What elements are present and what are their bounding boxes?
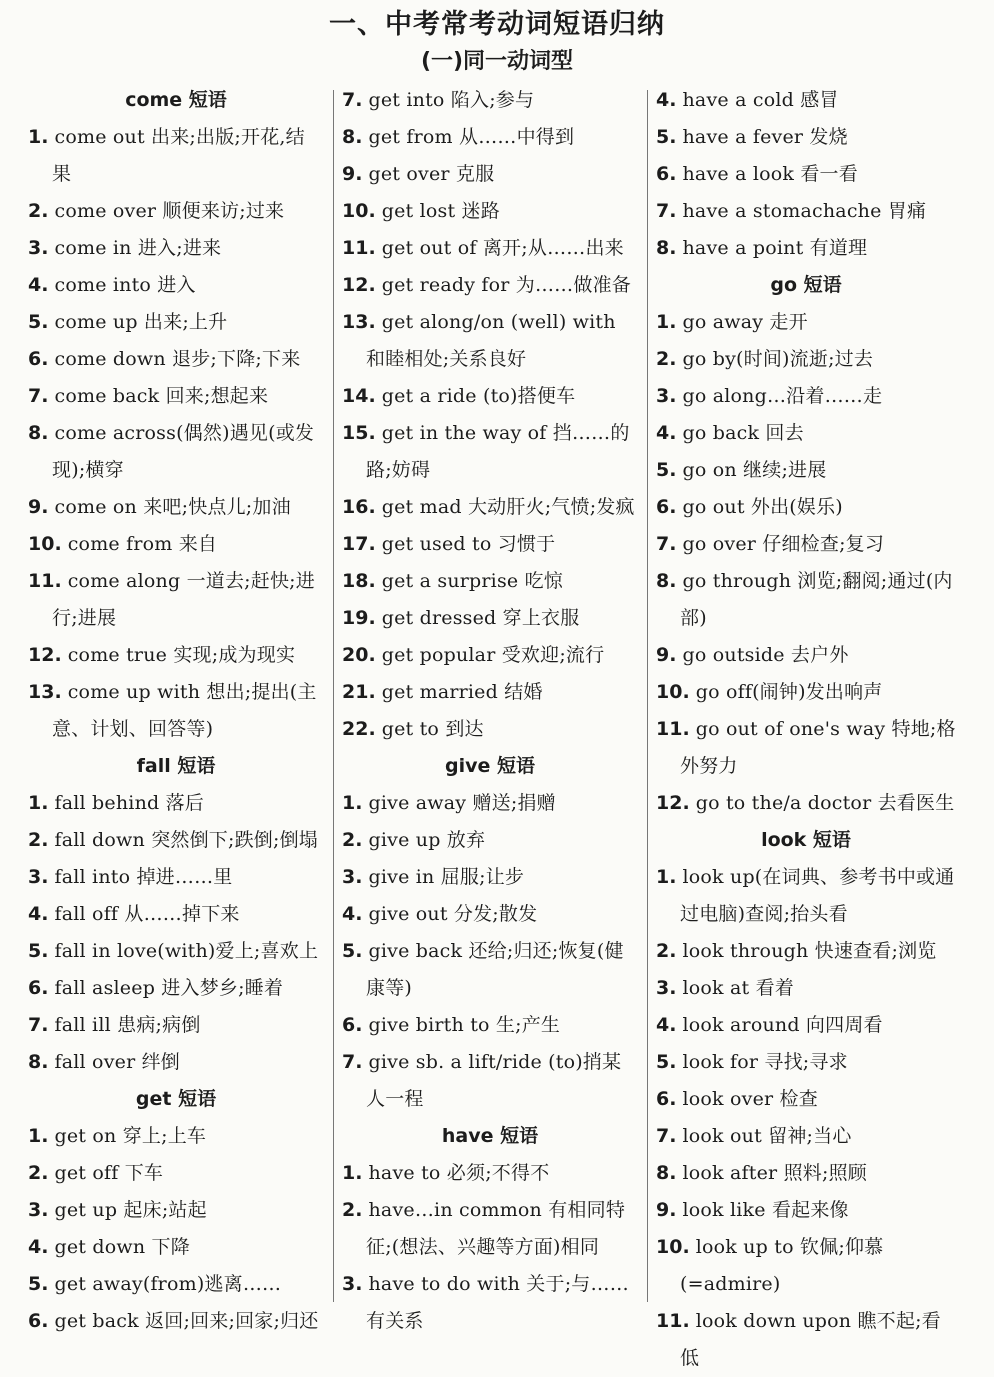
- entry-number: 2.: [342, 1199, 363, 1221]
- entry-number: 12.: [28, 644, 62, 666]
- entry-number: 2.: [28, 1162, 49, 1184]
- entry-text: go outside 去户外: [682, 644, 849, 666]
- entry-number: 1.: [342, 792, 363, 814]
- phrase-entry: [656, 378, 956, 415]
- entry-number: 5.: [28, 311, 49, 333]
- phrase-entry: [656, 859, 956, 933]
- entry-number: 11.: [656, 1310, 690, 1332]
- column-divider: [333, 90, 334, 1302]
- phrase-entry: [656, 304, 956, 341]
- entry-number: 7.: [28, 385, 49, 407]
- entry-number: 21.: [342, 681, 376, 703]
- entry-text: fall into 掉进……里: [54, 866, 233, 888]
- entry-text: give up 放弃: [368, 829, 486, 851]
- phrase-entry: [342, 526, 638, 563]
- entry-text: look over 检查: [682, 1088, 818, 1110]
- entry-number: 16.: [342, 496, 376, 518]
- entry-number: 18.: [342, 570, 376, 592]
- entry-text: fall behind 落后: [54, 792, 205, 814]
- entry-number: 11.: [342, 237, 376, 259]
- entry-number: 8.: [342, 126, 363, 148]
- phrase-entry: [656, 1192, 956, 1229]
- phrase-entry: [342, 600, 638, 637]
- entry-text: fall off 从……掉下来: [54, 903, 240, 925]
- phrase-entry: [656, 156, 956, 193]
- entry-number: 15.: [342, 422, 376, 444]
- entry-number: 13.: [342, 311, 376, 333]
- phrase-entry: [342, 119, 638, 156]
- entry-number: 1.: [656, 866, 677, 888]
- section-heading: get 短语: [135, 1088, 217, 1110]
- phrase-entry: [342, 785, 638, 822]
- entry-text: come up with 想出;提出(主意、计划、回答等): [52, 681, 317, 740]
- entry-number: 7.: [28, 1014, 49, 1036]
- entry-text: come over 顺便来访;过来: [54, 200, 285, 222]
- entry-text: fall asleep 进入梦乡;睡着: [54, 977, 284, 999]
- entry-number: 14.: [342, 385, 376, 407]
- phrase-entry: [28, 230, 324, 267]
- entry-number: 8.: [656, 1162, 677, 1184]
- entry-text: give out 分发;散发: [368, 903, 538, 925]
- phrase-entry: [342, 1192, 638, 1266]
- entry-number: 2.: [656, 348, 677, 370]
- entry-number: 4.: [28, 903, 49, 925]
- phrase-entry: [342, 1155, 638, 1192]
- entry-text: get along/on (well) with 和睦相处;关系良好: [366, 311, 616, 370]
- phrase-entry: [28, 1007, 324, 1044]
- entry-number: 4.: [342, 903, 363, 925]
- entry-number: 6.: [28, 977, 49, 999]
- entry-number: 3.: [342, 866, 363, 888]
- entry-text: have a look 看一看: [682, 163, 858, 185]
- entry-text: come into 进入: [54, 274, 196, 296]
- phrase-entry: [342, 563, 638, 600]
- phrase-entry: [28, 489, 324, 526]
- entry-text: look like 看起来像: [682, 1199, 849, 1221]
- entry-text: fall down 突然倒下;跌倒;倒塌: [54, 829, 318, 851]
- phrase-entry: [656, 341, 956, 378]
- entry-text: go back 回去: [682, 422, 804, 444]
- entry-text: get dressed 穿上衣服: [381, 607, 580, 629]
- phrase-entry: [28, 637, 324, 674]
- entry-text: look up to 钦佩;仰慕(=admire): [680, 1236, 884, 1295]
- entry-number: 3.: [28, 1199, 49, 1221]
- phrase-entry: [28, 785, 324, 822]
- phrase-entry: [656, 415, 956, 452]
- phrase-entry: [28, 341, 324, 378]
- entry-text: come down 退步;下降;下来: [54, 348, 301, 370]
- entry-text: look after 照料;照顾: [682, 1162, 867, 1184]
- entry-text: come across(偶然)遇见(或发现);横穿: [52, 422, 315, 481]
- entry-number: 19.: [342, 607, 376, 629]
- entry-text: get lost 迷路: [381, 200, 500, 222]
- entry-number: 9.: [342, 163, 363, 185]
- entry-text: get up 起床;站起: [54, 1199, 207, 1221]
- entry-text: go by(时间)流逝;过去: [682, 348, 874, 370]
- entry-text: get ready for 为……做准备: [381, 274, 631, 296]
- column-2: [342, 82, 638, 1340]
- entry-text: get married 结婚: [381, 681, 543, 703]
- entry-number: 11.: [656, 718, 690, 740]
- entry-number: 6.: [656, 1088, 677, 1110]
- entry-number: 10.: [656, 1236, 690, 1258]
- entry-number: 6.: [28, 348, 49, 370]
- entry-number: 2.: [28, 829, 49, 851]
- entry-number: 4.: [28, 274, 49, 296]
- phrase-entry: [656, 526, 956, 563]
- phrase-entry: [28, 822, 324, 859]
- entry-number: 5.: [656, 1051, 677, 1073]
- section-heading: look 短语: [761, 829, 851, 851]
- entry-number: 8.: [656, 237, 677, 259]
- phrase-entry: [28, 304, 324, 341]
- entry-text: get a surprise 吃惊: [381, 570, 563, 592]
- entry-text: give away 赠送;捐赠: [368, 792, 556, 814]
- column-divider: [647, 90, 648, 1302]
- entry-number: 2.: [656, 940, 677, 962]
- phrase-entry: [342, 156, 638, 193]
- entry-text: get over 克服: [368, 163, 495, 185]
- entry-number: 6.: [28, 1310, 49, 1332]
- phrase-entry: [28, 1192, 324, 1229]
- entry-text: get down 下降: [54, 1236, 190, 1258]
- phrase-entry: [342, 1266, 638, 1340]
- entry-number: 20.: [342, 644, 376, 666]
- phrase-entry: [656, 452, 956, 489]
- entry-text: fall in love(with)爱上;喜欢上: [54, 940, 319, 962]
- entry-number: 3.: [28, 237, 49, 259]
- entry-text: come true 实现;成为现实: [67, 644, 296, 666]
- entry-number: 5.: [656, 459, 677, 481]
- entry-number: 4.: [656, 1014, 677, 1036]
- entry-text: look for 寻找;寻求: [682, 1051, 848, 1073]
- entry-text: come up 出来;上升: [54, 311, 228, 333]
- phrase-entry: [28, 119, 324, 193]
- entry-text: get on 穿上;上车: [54, 1125, 207, 1147]
- entry-text: get a ride (to)搭便车: [381, 385, 576, 407]
- entry-text: look out 留神;当心: [682, 1125, 852, 1147]
- entry-number: 1.: [28, 126, 49, 148]
- entry-text: get to 到达: [381, 718, 484, 740]
- entry-number: 17.: [342, 533, 376, 555]
- section-heading: go 短语: [770, 274, 842, 296]
- phrase-entry: [28, 970, 324, 1007]
- entry-number: 1.: [28, 792, 49, 814]
- phrase-entry: [342, 637, 638, 674]
- entry-number: 4.: [656, 422, 677, 444]
- phrase-entry: [342, 82, 638, 119]
- column-3: [656, 82, 956, 1377]
- phrase-entry: [342, 230, 638, 267]
- entry-number: 5.: [28, 940, 49, 962]
- entry-number: 5.: [28, 1273, 49, 1295]
- entry-number: 5.: [656, 126, 677, 148]
- phrase-entry: [28, 933, 324, 970]
- entry-number: 12.: [342, 274, 376, 296]
- entry-text: give back 还给;归还;恢复(健康等): [366, 940, 624, 999]
- phrase-entry: [342, 1044, 638, 1118]
- phrase-entry: [342, 489, 638, 526]
- phrase-entry: [342, 1007, 638, 1044]
- entry-text: go on 继续;进展: [682, 459, 827, 481]
- entry-number: 10.: [342, 200, 376, 222]
- phrase-entry: [342, 896, 638, 933]
- phrase-entry: [28, 526, 324, 563]
- phrase-entry: [342, 933, 638, 1007]
- entry-number: 1.: [28, 1125, 49, 1147]
- entry-text: come out 出来;出版;开花,结果: [52, 126, 305, 185]
- entry-number: 9.: [28, 496, 49, 518]
- entry-number: 7.: [656, 200, 677, 222]
- section-subtitle: (一)同一动词型: [420, 49, 574, 74]
- phrase-entry: [28, 896, 324, 933]
- entry-text: have a cold 感冒: [682, 89, 839, 111]
- phrase-entry: [656, 563, 956, 637]
- entry-number: 1.: [342, 1162, 363, 1184]
- phrase-entry: [656, 1303, 956, 1377]
- page-title: 一、中考常考动词短语归纳: [329, 9, 665, 40]
- phrase-entry: [342, 193, 638, 230]
- entry-number: 2.: [342, 829, 363, 851]
- entry-text: go off(闹钟)发出响声: [695, 681, 883, 703]
- phrase-entry: [656, 1044, 956, 1081]
- entry-text: have…in common 有相同特征;(想法、兴趣等方面)相同: [366, 1199, 626, 1258]
- entry-number: 8.: [28, 422, 49, 444]
- phrase-entry: [656, 230, 956, 267]
- entry-text: look through 快速查看;浏览: [682, 940, 937, 962]
- phrase-entry: [28, 378, 324, 415]
- section-heading: have 短语: [441, 1125, 539, 1147]
- phrase-entry: [28, 415, 324, 489]
- phrase-entry: [342, 711, 638, 748]
- entry-text: get into 陷入;参与: [368, 89, 535, 111]
- entry-number: 8.: [656, 570, 677, 592]
- phrase-entry: [28, 1044, 324, 1081]
- phrase-entry: [656, 1229, 956, 1303]
- entry-number: 4.: [656, 89, 677, 111]
- phrase-entry: [28, 674, 324, 748]
- phrase-entry: [342, 415, 638, 489]
- entry-number: 2.: [28, 200, 49, 222]
- phrase-entry: [342, 859, 638, 896]
- entry-text: come from 来自: [67, 533, 218, 555]
- phrase-entry: [342, 378, 638, 415]
- phrase-entry: [28, 1155, 324, 1192]
- entry-number: 9.: [656, 1199, 677, 1221]
- entry-text: get mad 大动肝火;气愤;发疯: [381, 496, 635, 518]
- entry-text: get used to 习惯于: [381, 533, 556, 555]
- entry-text: get back 返回;回来;回家;归还: [54, 1310, 319, 1332]
- entry-number: 3.: [342, 1273, 363, 1295]
- entry-number: 7.: [656, 533, 677, 555]
- phrase-entry: [28, 563, 324, 637]
- phrase-entry: [656, 785, 956, 822]
- entry-text: have to 必须;不得不: [368, 1162, 550, 1184]
- entry-number: 5.: [342, 940, 363, 962]
- entry-number: 4.: [28, 1236, 49, 1258]
- entry-number: 6.: [656, 163, 677, 185]
- entry-text: have a fever 发烧: [682, 126, 848, 148]
- section-heading: fall 短语: [136, 755, 216, 777]
- entry-number: 10.: [656, 681, 690, 703]
- entry-number: 3.: [656, 977, 677, 999]
- entry-text: get away(from)逃离……: [54, 1273, 282, 1295]
- phrase-entry: [342, 674, 638, 711]
- entry-text: come along 一道去;赶快;进行;进展: [52, 570, 315, 629]
- entry-text: have to do with 关于;与……有关系: [366, 1273, 629, 1332]
- phrase-entry: [342, 267, 638, 304]
- section-heading: come 短语: [125, 89, 227, 111]
- phrase-entry: [656, 970, 956, 1007]
- phrase-entry: [28, 267, 324, 304]
- entry-text: look around 向四周看: [682, 1014, 883, 1036]
- column-1: [28, 82, 324, 1340]
- phrase-entry: [656, 1081, 956, 1118]
- phrase-entry: [28, 1303, 324, 1340]
- phrase-entry: [28, 859, 324, 896]
- entry-text: get from 从……中得到: [368, 126, 575, 148]
- entry-number: 12.: [656, 792, 690, 814]
- entry-number: 13.: [28, 681, 62, 703]
- entry-number: 9.: [656, 644, 677, 666]
- phrase-entry: [656, 489, 956, 526]
- entry-text: fall ill 患病;病倒: [54, 1014, 201, 1036]
- entry-text: get popular 受欢迎;流行: [381, 644, 605, 666]
- entry-text: look at 看着: [682, 977, 795, 999]
- phrase-entry: [342, 304, 638, 378]
- entry-text: go to the/a doctor 去看医生: [695, 792, 955, 814]
- phrase-entry: [28, 193, 324, 230]
- phrase-entry: [656, 933, 956, 970]
- entry-number: 10.: [28, 533, 62, 555]
- entry-number: 3.: [28, 866, 49, 888]
- entry-text: get off 下车: [54, 1162, 164, 1184]
- entry-text: look up(在词典、参考书中或通过电脑)查阅;抬头看: [680, 866, 955, 925]
- phrase-entry: [656, 1155, 956, 1192]
- phrase-entry: [656, 674, 956, 711]
- entry-text: come back 回来;想起来: [54, 385, 269, 407]
- entry-number: 22.: [342, 718, 376, 740]
- entry-text: get out of 离开;从……出来: [381, 237, 624, 259]
- phrase-entry: [656, 193, 956, 230]
- entry-text: fall over 绊倒: [54, 1051, 180, 1073]
- entry-text: have a point 有道理: [682, 237, 868, 259]
- phrase-entry: [656, 1118, 956, 1155]
- phrase-entry: [656, 637, 956, 674]
- entry-number: 8.: [28, 1051, 49, 1073]
- entry-text: come on 来吧;快点儿;加油: [54, 496, 291, 518]
- entry-text: go through 浏览;翻阅;通过(内部): [680, 570, 953, 629]
- phrase-entry: [28, 1229, 324, 1266]
- entry-text: go away 走开: [682, 311, 808, 333]
- entry-text: go over 仔细检查;复习: [682, 533, 885, 555]
- entry-text: go along…沿着……走: [682, 385, 883, 407]
- entry-text: look down upon 瞧不起;看低: [680, 1310, 941, 1369]
- entry-number: 11.: [28, 570, 62, 592]
- entry-number: 7.: [656, 1125, 677, 1147]
- entry-number: 3.: [656, 385, 677, 407]
- entry-text: come in 进入;进来: [54, 237, 222, 259]
- entry-text: give birth to 生;产生: [368, 1014, 561, 1036]
- section-heading: give 短语: [445, 755, 535, 777]
- phrase-entry: [656, 82, 956, 119]
- entry-number: 7.: [342, 1051, 363, 1073]
- phrase-entry: [342, 822, 638, 859]
- entry-number: 1.: [656, 311, 677, 333]
- phrase-entry: [28, 1118, 324, 1155]
- phrase-entry: [656, 711, 956, 785]
- entry-text: give in 屈服;让步: [368, 866, 525, 888]
- entry-text: go out 外出(娱乐): [682, 496, 843, 518]
- phrase-entry: [656, 1007, 956, 1044]
- entry-text: go out of one's way 特地;格外努力: [680, 718, 956, 777]
- entry-text: get in the way of 挡……的路;妨碍: [366, 422, 630, 481]
- entry-text: have a stomachache 胃痛: [682, 200, 927, 222]
- phrase-entry: [656, 119, 956, 156]
- entry-number: 6.: [656, 496, 677, 518]
- phrase-entry: [28, 1266, 324, 1303]
- entry-number: 6.: [342, 1014, 363, 1036]
- entry-text: give sb. a lift/ride (to)捎某人一程: [366, 1051, 622, 1110]
- entry-number: 7.: [342, 89, 363, 111]
